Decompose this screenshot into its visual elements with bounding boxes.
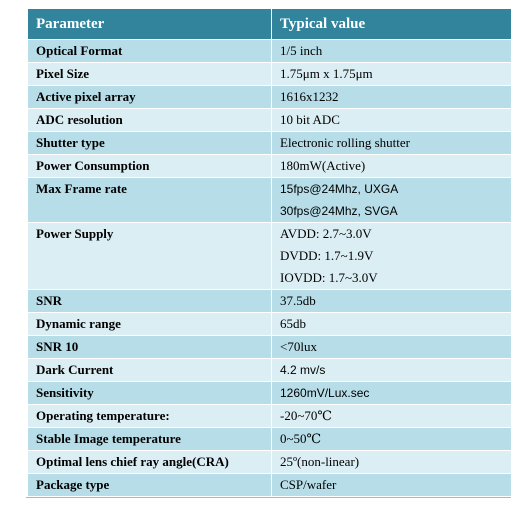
table-row (28, 155, 512, 178)
value-line: 4.2 mv/s (280, 363, 326, 377)
header-typical-value: Typical value (272, 9, 512, 40)
value-cell (272, 336, 512, 359)
parameter-cell: Shutter type (28, 132, 272, 155)
table-row (28, 63, 512, 86)
parameter-cell: Package type (28, 474, 272, 497)
parameter-cell: Active pixel array (28, 86, 272, 109)
value-cell (272, 63, 512, 86)
value-line: 1616x1232 (280, 89, 339, 104)
value-cell (272, 313, 512, 336)
value-line: DVDD: 1.7~1.9V (280, 248, 374, 263)
parameter-cell: Dynamic range (28, 313, 272, 336)
parameter-cell: Pixel Size (28, 63, 272, 86)
value-line: 65db (280, 316, 306, 331)
parameter-cell: Sensitivity (28, 382, 272, 405)
table-row (28, 223, 512, 290)
table-row (28, 290, 512, 313)
value-line: 0~50℃ (280, 431, 322, 446)
parameter-cell: Operating temperature: (28, 405, 272, 428)
value-line: 15fps@24Mhz, UXGA (280, 182, 399, 196)
parameter-cell: Optical Format (28, 40, 272, 63)
value-cell (272, 178, 512, 223)
value-cell (272, 132, 512, 155)
value-cell (272, 86, 512, 109)
value-line: 1.75μm x 1.75μm (280, 66, 373, 81)
value-line: CSP/wafer (280, 477, 337, 492)
value-line: 30fps@24Mhz, SVGA (280, 204, 398, 218)
table-row (28, 40, 512, 63)
table-row (28, 474, 512, 497)
value-cell (272, 405, 512, 428)
parameter-cell: SNR (28, 290, 272, 313)
value-line: AVDD: 2.7~3.0V (280, 226, 372, 241)
value-cell (272, 155, 512, 178)
parameter-cell: Dark Current (28, 359, 272, 382)
spec-table (27, 8, 512, 497)
value-cell (272, 40, 512, 63)
value-line: -20~70℃ (280, 408, 332, 423)
table-row (28, 109, 512, 132)
table-row (28, 451, 512, 474)
parameter-cell: ADC resolution (28, 109, 272, 132)
spec-table-body (28, 40, 512, 497)
value-line: 10 bit ADC (280, 112, 340, 127)
header-parameter: Parameter (28, 9, 272, 40)
table-row (28, 313, 512, 336)
value-line: Electronic rolling shutter (280, 135, 410, 150)
table-row (28, 428, 512, 451)
value-cell (272, 428, 512, 451)
value-cell (272, 109, 512, 132)
table-header-row (28, 9, 512, 40)
parameter-cell: SNR 10 (28, 336, 272, 359)
value-line: <70lux (280, 339, 317, 354)
parameter-cell: Stable Image temperature (28, 428, 272, 451)
value-cell (272, 451, 512, 474)
value-cell (272, 223, 512, 290)
value-line: 37.5db (280, 293, 316, 308)
value-cell (272, 382, 512, 405)
parameter-cell: Max Frame rate (28, 178, 272, 223)
table-row (28, 336, 512, 359)
parameter-cell: Power Supply (28, 223, 272, 290)
value-line: 1260mV/Lux.sec (280, 386, 370, 400)
parameter-cell: Optimal lens chief ray angle(CRA) (28, 451, 272, 474)
table-row (28, 382, 512, 405)
value-line: 1/5 inch (280, 43, 323, 58)
table-row (28, 132, 512, 155)
value-cell (272, 359, 512, 382)
value-line: IOVDD: 1.7~3.0V (280, 270, 378, 285)
table-row (28, 178, 512, 223)
table-row (28, 405, 512, 428)
value-cell (272, 474, 512, 497)
value-cell (272, 290, 512, 313)
table-row (28, 359, 512, 382)
table-row (28, 86, 512, 109)
value-line: 180mW(Active) (280, 158, 366, 173)
value-line: 25º(non-linear) (280, 454, 360, 469)
parameter-cell: Power Consumption (28, 155, 272, 178)
